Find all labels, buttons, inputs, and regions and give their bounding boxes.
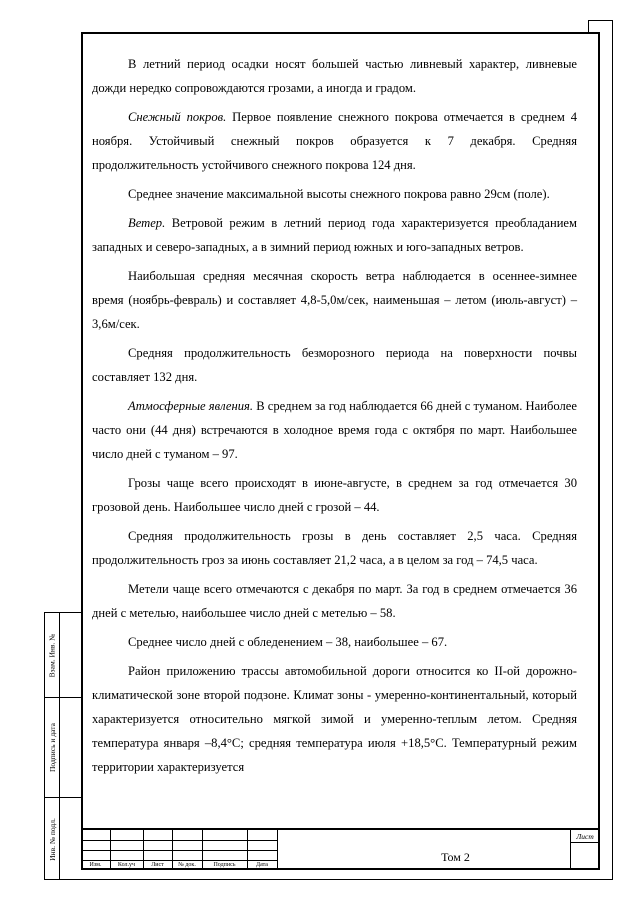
title-block [81, 828, 600, 870]
outer-border-right [612, 20, 613, 880]
paragraph: Среднее число дней с обледенением – 38, наибольшее – 67. [128, 635, 448, 649]
sheet-label: Лист [576, 832, 594, 841]
revision-col-line [277, 830, 278, 870]
binding-strip-divider [59, 613, 60, 879]
header-list: Лист [151, 862, 164, 868]
paragraph: Район приложению трассы автомобильной дороги относится ко II-ой дорожно-климатической зоне второй подзоне. Климат зоны - умеренно-континентальный, который характеризуется относительно мягкой зимой и умеренно-теплым летом. Средняя температура января –8,4°С; средняя температура июля +18,5°С. Температурный режим территории характеризуется [92, 664, 577, 774]
sign-date-label: Подпись и дата [47, 722, 57, 772]
header-kol-uch: Кол.уч [117, 862, 136, 868]
volume-label: Том 2 [441, 850, 470, 864]
paragraph: Метели чаще всего отмечаются с декабря по март. За год в среднем отмечается 36 дней с метелью, наибольшее число дней с метелью – 58. [92, 582, 577, 620]
header-doc-no: № док. [178, 862, 196, 868]
inv-orig-label: Инв. № подл. [47, 817, 57, 861]
header-izm: Изм. [89, 862, 102, 868]
header-signature: Подпись [213, 862, 236, 868]
vzam-inv-label: Взам. Инв. № [47, 633, 57, 677]
paragraph: Ветер. Ветровой режим в летний период года характеризуется преобладанием западных и северо-западных, а в зимний период южных и юго-западных ветров. [92, 216, 577, 254]
header-date: Дата [256, 862, 268, 868]
revision-table [81, 830, 277, 870]
paragraph: Наибольшая средняя месячная скорость ветра наблюдается в осеннее-зимнее время (ноябрь-февраль) и составляет 4,8-5,0м/сек, наименьшая – летом (июль-август) – 3,6м/сек. [92, 269, 577, 331]
paragraph: Снежный покров. Первое появление снежного покрова отмечается в среднем 4 ноября. Устойчивый снежный покров образуется к 7 декабря. Средняя продолжительность устойчивого снежного покрова 124 дня. [92, 110, 578, 172]
paragraph: Средняя продолжительность грозы в день составляет 2,5 часа. Средняя продолжительность гроз за июнь составляет 21,2 часа, а в целом за год – 74,5 часа. [92, 529, 577, 567]
sheet-cell-line [570, 842, 600, 843]
paragraph: Грозы чаще всего происходят в июне-августе, в среднем за год отмечается 30 грозовой день. Наибольшее число дней с грозой – 44. [92, 476, 577, 514]
outer-border-bottom [44, 879, 613, 880]
paragraph: Атмосферные явления. В среднем за год наблюдается 66 дней с туманом. Наиболее часто они (44 дня) встречаются в холодное время года с октября по март. Наибольшее число дней с туманом – 97. [92, 399, 577, 461]
binding-strip [44, 612, 81, 880]
paragraph: В летний период осадки носят большей частью ливневый характер, ливневые дожди нередко сопровождаются грозами, а иногда и градом. [92, 57, 577, 95]
document-body [92, 52, 577, 784]
paragraph: Среднее значение максимальной высоты снежного покрова равно 29см (поле). [128, 187, 550, 201]
paragraph: Средняя продолжительность безморозного периода на поверхности почвы составляет 132 дня. [92, 346, 577, 384]
